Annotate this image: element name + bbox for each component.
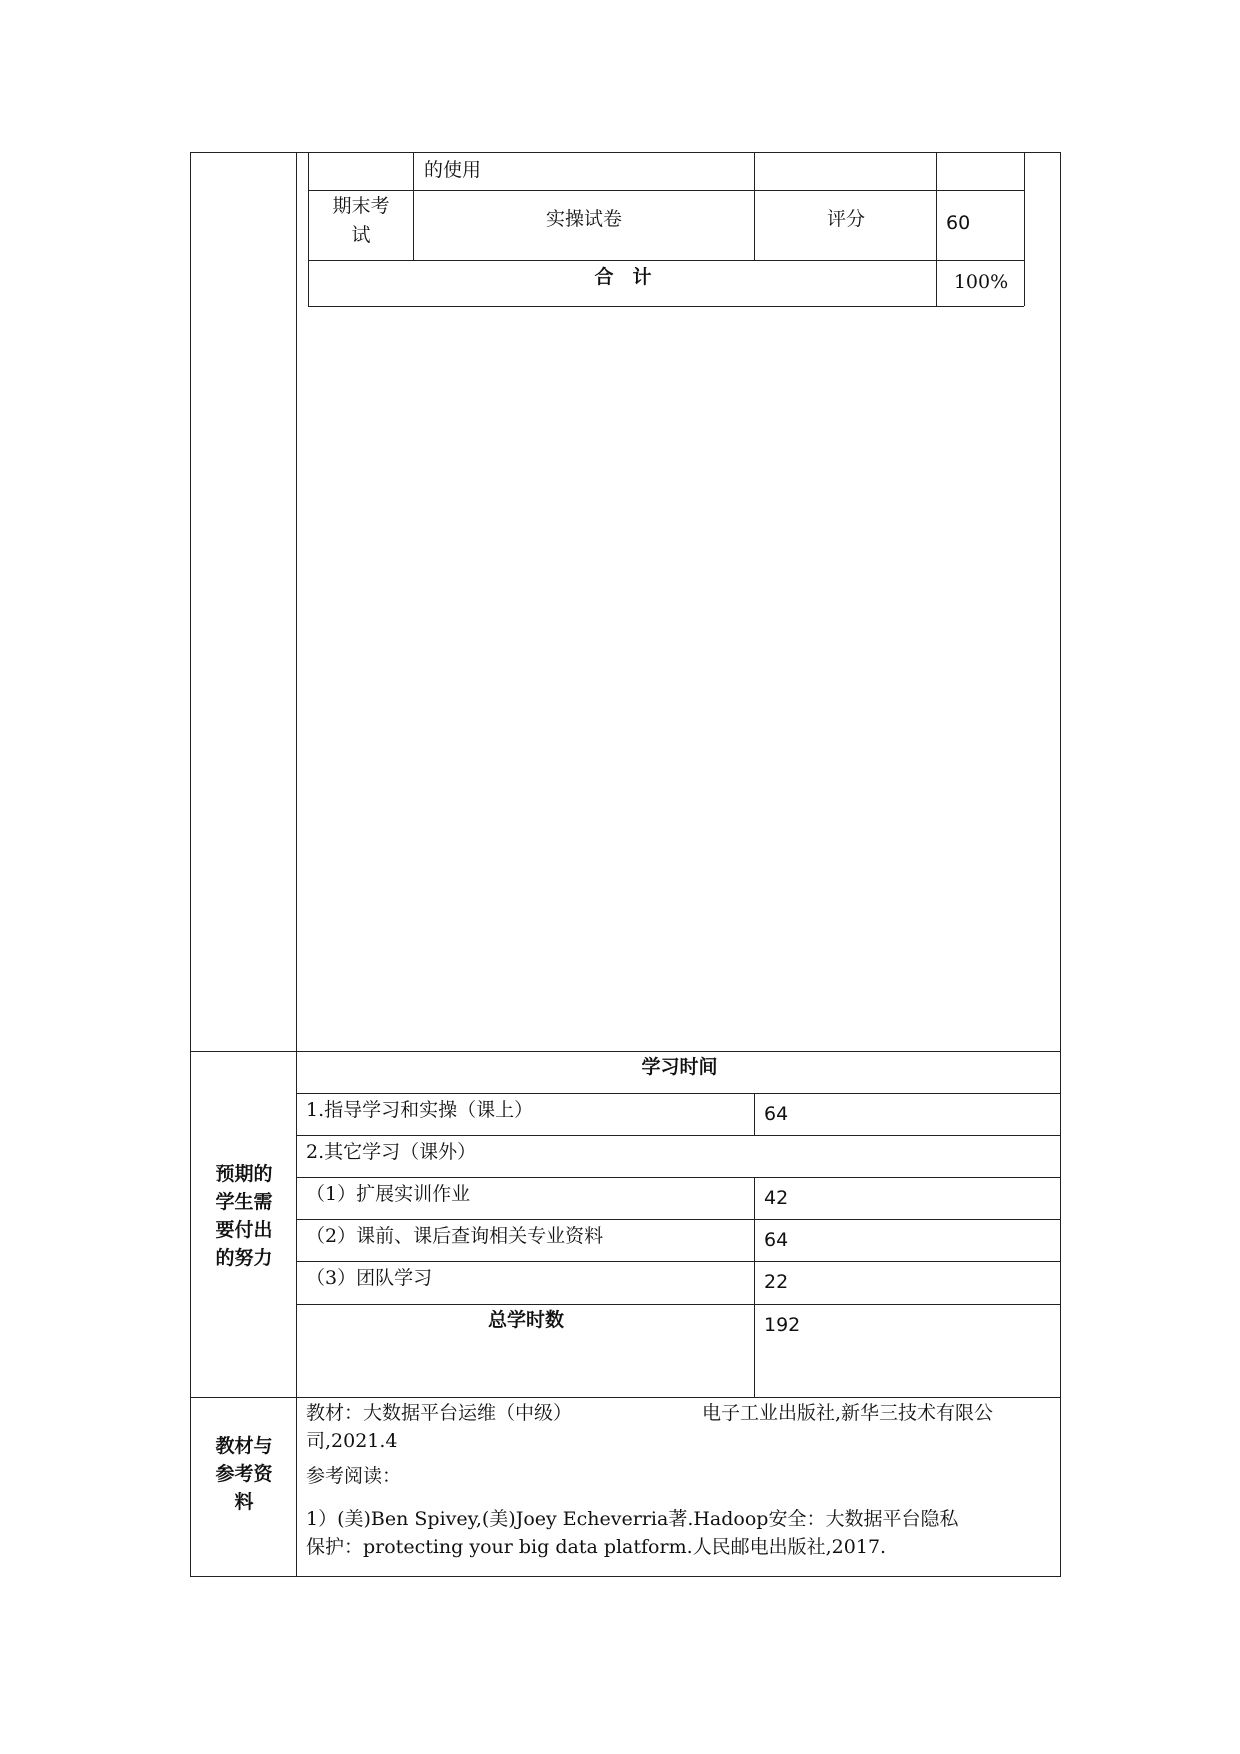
effort-row-value: 64 [764,1229,789,1251]
method-continued-text: 的使用 [424,159,482,181]
total-hours-value: 192 [764,1314,801,1336]
textbook-title: 教材：大数据平台运维（中级） [306,1402,573,1424]
reference-item-cont: 保护：protecting your big data platform.人民邮电出版社,2017. [306,1536,887,1558]
assessment-rule [308,260,1024,261]
effort-rule [296,1093,1061,1094]
textbook-publisher: 电子工业出版社,新华三技术有限公 [702,1402,994,1424]
total-weight: 100% [953,271,1009,293]
materials-label-line: 料 [234,1491,254,1513]
effort-row-label: 2.其它学习（课外） [306,1141,477,1163]
final-exam-label-line1: 期末考 [332,195,390,217]
reference-item: 1）(美)Ben Spivey,(美)Joey Echeverria著.Hadoop安全：大数据平台隐私 [306,1508,959,1530]
effort-label-line: 学生需 [215,1191,273,1213]
label-column-divider [296,152,297,1577]
effort-row-value: 64 [764,1103,789,1125]
assessment-rule [1024,152,1025,306]
section-divider-effort [190,1051,1061,1052]
reference-reading-title: 参考阅读： [306,1465,402,1487]
final-exam-label-line2: 试 [351,224,371,246]
effort-rule [754,1177,755,1397]
effort-label-line: 预期的 [215,1163,273,1185]
effort-rule [296,1177,1061,1178]
effort-label-line: 的努力 [215,1247,273,1269]
assessment-rule [308,306,1024,307]
final-exam-type: 评分 [826,208,865,230]
final-exam-weight: 60 [946,212,971,234]
effort-rule [296,1304,1061,1305]
effort-rule [296,1261,1061,1262]
effort-rule [296,1135,1061,1136]
effort-section-label [192,1160,296,1272]
effort-row-value: 42 [764,1187,789,1209]
total-hours-label: 总学时数 [487,1309,564,1331]
materials-section-label [192,1432,296,1516]
effort-rule [754,1093,755,1135]
effort-rule [296,1219,1061,1220]
materials-label-line: 参考资 [215,1463,273,1485]
materials-label-line: 教材与 [215,1435,273,1457]
effort-row-label: （1）扩展实训作业 [306,1183,471,1205]
effort-label-line: 要付出 [215,1219,273,1241]
section-divider-materials [190,1397,1061,1398]
assessment-rule [308,152,309,306]
effort-row-label: （3）团队学习 [306,1267,433,1289]
effort-row-value: 22 [764,1271,789,1293]
textbook-publisher-cont: 司,2021.4 [306,1430,398,1452]
assessment-rule [308,190,1024,191]
effort-row-label: 1.指导学习和实操（课上） [306,1099,534,1121]
outer-table-frame [190,152,1061,1577]
study-time-header: 学习时间 [641,1056,718,1078]
total-label: 合 计 [594,266,652,288]
assessment-rule [754,152,755,260]
effort-row-label: （2）课前、课后查询相关专业资料 [306,1225,604,1247]
final-exam-method: 实操试卷 [545,208,622,230]
assessment-rule [936,152,937,306]
